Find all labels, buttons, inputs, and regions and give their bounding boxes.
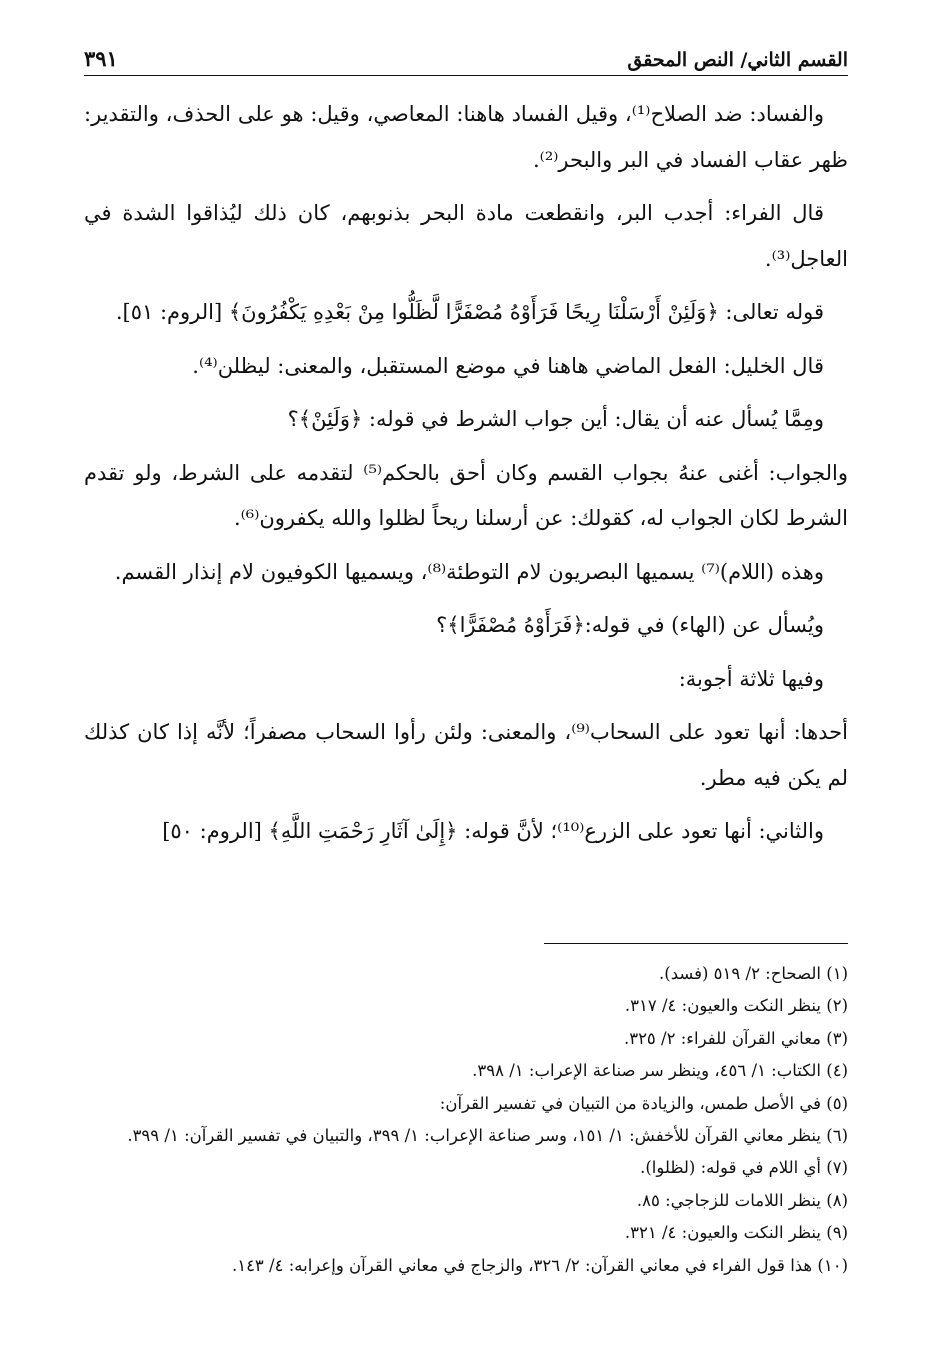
footnote: (٦) ينظر معاني القرآن للأخفش: ١/ ١٥١، وسر صناعة الإعراب: ١/ ٣٩٩، والتبيان في تفسير القرآن: ١/ ٣٩٩. bbox=[127, 1126, 848, 1146]
paragraph: قال الخليل: الفعل الماضي هاهنا في موضع المستقبل، والمعنى: ليظلن⁽⁴⁾. bbox=[192, 353, 824, 378]
footnote: (٧) أي اللام في قوله: (لظلوا). bbox=[640, 1158, 848, 1178]
footnote: (٩) ينظر النكت والعيون: ٤/ ٣٢١. bbox=[624, 1223, 848, 1243]
main-text bbox=[84, 92, 848, 863]
paragraph: وفيها ثلاثة أجوبة: bbox=[678, 666, 824, 691]
paragraph: وهذه (اللام)⁽⁷⁾ يسميها البصريون لام التوطئة⁽⁸⁾، ويسميها الكوفيون لام إنذار القسم. bbox=[114, 559, 824, 584]
page-number: ٣٩١ bbox=[84, 46, 118, 71]
running-title: القسم الثاني/ النص المحقق bbox=[627, 49, 848, 71]
paragraph: قوله تعالى: ﴿وَلَئِنْ أَرْسَلْنَا رِيحًا فَرَأَوْهُ مُصْفَرًّا لَّظَلُّوا مِنْ بَعْدِهِ يَكْفُرُونَ﴾ [الروم: ٥١]. bbox=[115, 300, 824, 324]
footnote: (١٠) هذا قول الفراء في معاني القرآن: ٢/ ٣٢٦، والزجاج في معاني القرآن وإعرابه: ٤/ ١٤٣. bbox=[231, 1255, 848, 1275]
paragraph: والفساد: ضد الصلاح⁽¹⁾، وقيل الفساد هاهنا: المعاصي، وقيل: هو على الحذف، والتقدير: ظهر عقاب الفساد في البر والبحر⁽²⁾. bbox=[84, 102, 848, 172]
footnotes bbox=[84, 958, 848, 1282]
page-header bbox=[84, 36, 848, 76]
footnote: (٥) في الأصل طمس، والزيادة من التبيان في تفسير القرآن: bbox=[439, 1093, 848, 1113]
footnote: (٨) ينظر اللامات للزجاجي: ٨٥. bbox=[636, 1190, 848, 1210]
paragraph: أحدها: أنها تعود على السحاب⁽⁹⁾، والمعنى: ولئن رأوا السحاب مصفراً؛ لأنَّه إذا كان كذلك لم يكن فيه مطر. bbox=[84, 720, 848, 790]
paragraph: والثاني: أنها تعود على الزرع⁽¹⁰⁾؛ لأنَّ قوله: ﴿إِلَىٰ آثَارِ رَحْمَتِ اللَّهِ﴾ [الروم: ٥٠] bbox=[162, 819, 824, 843]
footnote: (٢) ينظر النكت والعيون: ٤/ ٣١٧. bbox=[624, 996, 848, 1016]
paragraph: قال الفراء: أجدب البر، وانقطعت مادة البحر بذنوبهم، كان ذلك ليُذاقوا الشدة في العاجل⁽³⁾. bbox=[84, 201, 848, 271]
paragraph: ويُسأل عن (الهاء) في قوله:﴿فَرَأَوْهُ مُصْفَرًّا﴾؟ bbox=[436, 613, 824, 637]
paragraph: والجواب: أغنى عنهُ بجواب القسم وكان أحق بالحكم⁽⁵⁾ لتقدمه على الشرط، ولو تقدم الشرط لكان الجواب له، كقولك: عن أرسلنا ريحاً لظلوا والله يكفرون⁽⁶⁾. bbox=[84, 460, 849, 530]
footnote: (١) الصحاح: ٢/ ٥١٩ (فسد). bbox=[659, 964, 848, 983]
footnote-divider bbox=[544, 943, 848, 944]
footnote: (٣) معاني القرآن للفراء: ٢/ ٣٢٥. bbox=[623, 1028, 848, 1048]
paragraph: ومِمَّا يُسأل عنه أن يقال: أين جواب الشرط في قوله: ﴿وَلَئِنْ﴾؟ bbox=[287, 407, 824, 431]
footnote: (٤) الكتاب: ١/ ٤٥٦، وينظر سر صناعة الإعراب: ١/ ٣٩٨. bbox=[472, 1061, 848, 1081]
